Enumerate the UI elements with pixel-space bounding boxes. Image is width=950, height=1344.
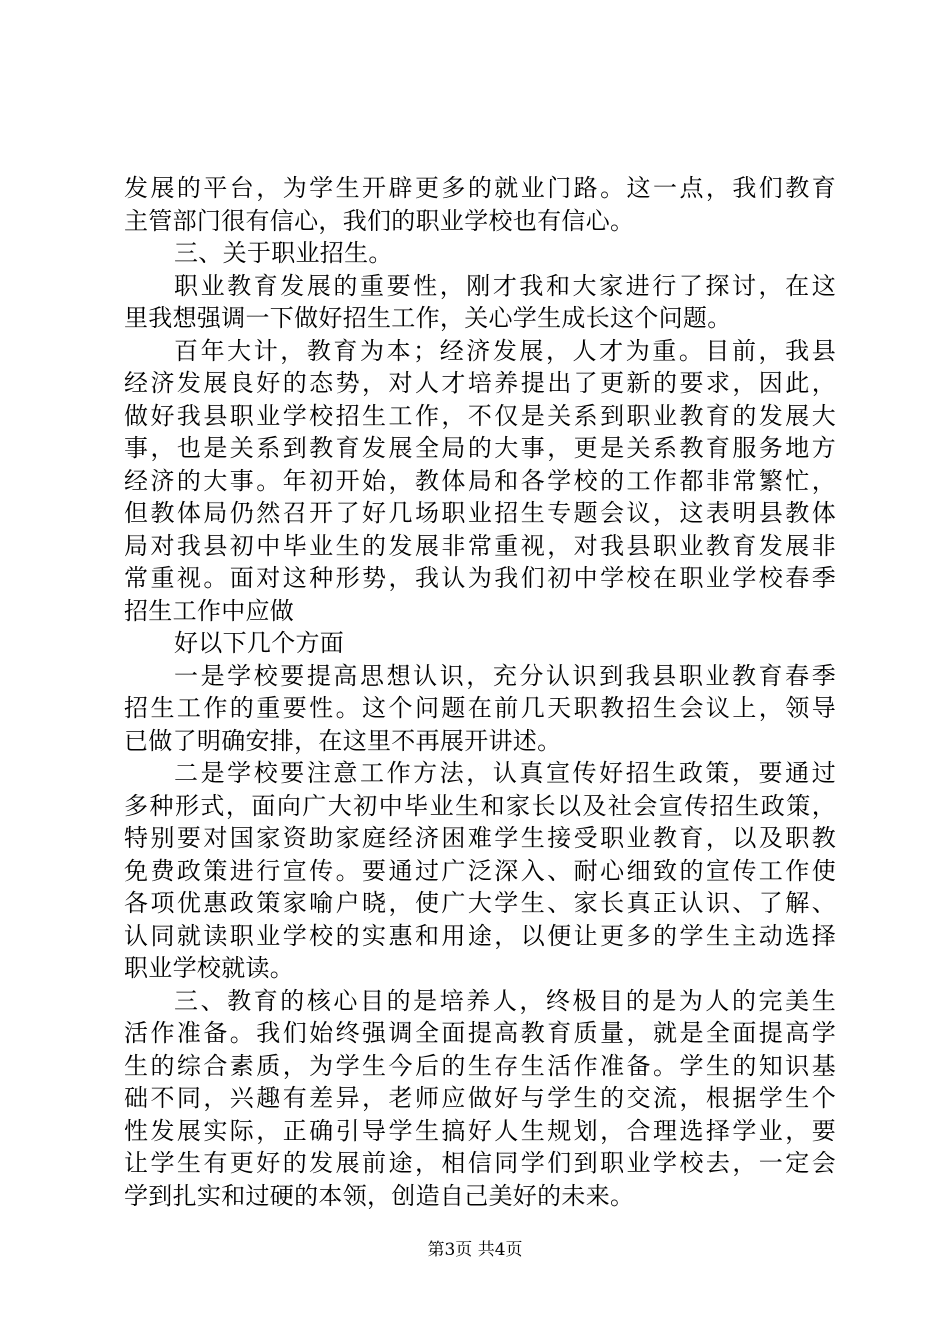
text-line: 认同就读职业学校的实惠和用途，以便让更多的学生主动选择	[124, 921, 836, 950]
text-line: 性发展实际，正确引导学生搞好人生规划，合理选择学业，要	[124, 1116, 836, 1145]
text-line: 做好我县职业学校招生工作，不仅是关系到职业教育的发展大	[124, 401, 836, 430]
text-line: 多种形式，面向广大初中毕业生和家长以及社会宣传招生政策，	[124, 791, 836, 820]
text-line: 常重视。面对这种形势，我认为我们初中学校在职业学校春季	[124, 564, 836, 592]
text-line: 免费政策进行宣传。要通过广泛深入、耐心细致的宣传工作使	[124, 856, 836, 885]
text-line: 活作准备。我们始终强调全面提高教育质量，就是全面提高学	[124, 1019, 836, 1047]
text-line: 础不同，兴趣有差异，老师应做好与学生的交流，根据学生个	[124, 1084, 836, 1112]
text-line: 发展的平台，为学生开辟更多的就业门路。这一点，我们教育	[124, 174, 836, 202]
text-line: 各项优惠政策家喻户晓，使广大学生、家长真正认识、了解、	[124, 889, 836, 917]
text-line: 局对我县初中毕业生的发展非常重视，对我县职业教育发展非	[124, 531, 836, 560]
text-line: 生的综合素质，为学生今后的生存生活作准备。学生的知识基	[124, 1051, 836, 1080]
text-line: 但教体局仍然召开了好几场职业招生专题会议，这表明县教体	[124, 499, 836, 527]
text-line: 经济发展良好的态势，对人才培养提出了更新的要求，因此，	[124, 369, 836, 397]
text-line: 一是学校要提高思想认识，充分认识到我县职业教育春季	[174, 661, 836, 690]
text-line: 招生工作的重要性。这个问题在前几天职教招生会议上，领导	[124, 694, 836, 722]
text-line: 特别要对国家资助家庭经济困难学生接受职业教育，以及职教	[124, 824, 836, 852]
text-line: 职业教育发展的重要性，刚才我和大家进行了探讨，在这	[174, 271, 836, 300]
page-footer: 第3页 共4页	[427, 1240, 523, 1260]
text-line: 三、关于职业招生。	[174, 239, 393, 267]
text-line: 经济的大事。年初开始，教体局和各学校的工作都非常繁忙，	[124, 466, 836, 495]
text-line: 三、教育的核心目的是培养人，终极目的是为人的完美生	[174, 986, 836, 1015]
text-line: 事，也是关系到教育发展全局的大事，更是关系教育服务地方	[124, 434, 836, 462]
text-line: 招生工作中应做	[124, 596, 295, 625]
text-line: 里我想强调一下做好招生工作，关心学生成长这个问题。	[124, 304, 732, 332]
text-line: 已做了明确安排，在这里不再展开讲述。	[124, 726, 562, 755]
text-line: 百年大计，教育为本；经济发展，人才为重。目前，我县	[174, 336, 836, 365]
document-body	[124, 172, 836, 1212]
text-line: 学到扎实和过硬的本领，创造自己美好的未来。	[124, 1181, 635, 1210]
text-line: 职业学校就读。	[124, 954, 295, 982]
text-line: 二是学校要注意工作方法，认真宣传好招生政策，要通过	[174, 759, 836, 787]
text-line: 让学生有更好的发展前途，相信同学们到职业学校去，一定会	[124, 1149, 836, 1177]
text-line: 主管部门很有信心，我们的职业学校也有信心。	[124, 206, 635, 235]
text-line: 好以下几个方面	[174, 629, 345, 657]
